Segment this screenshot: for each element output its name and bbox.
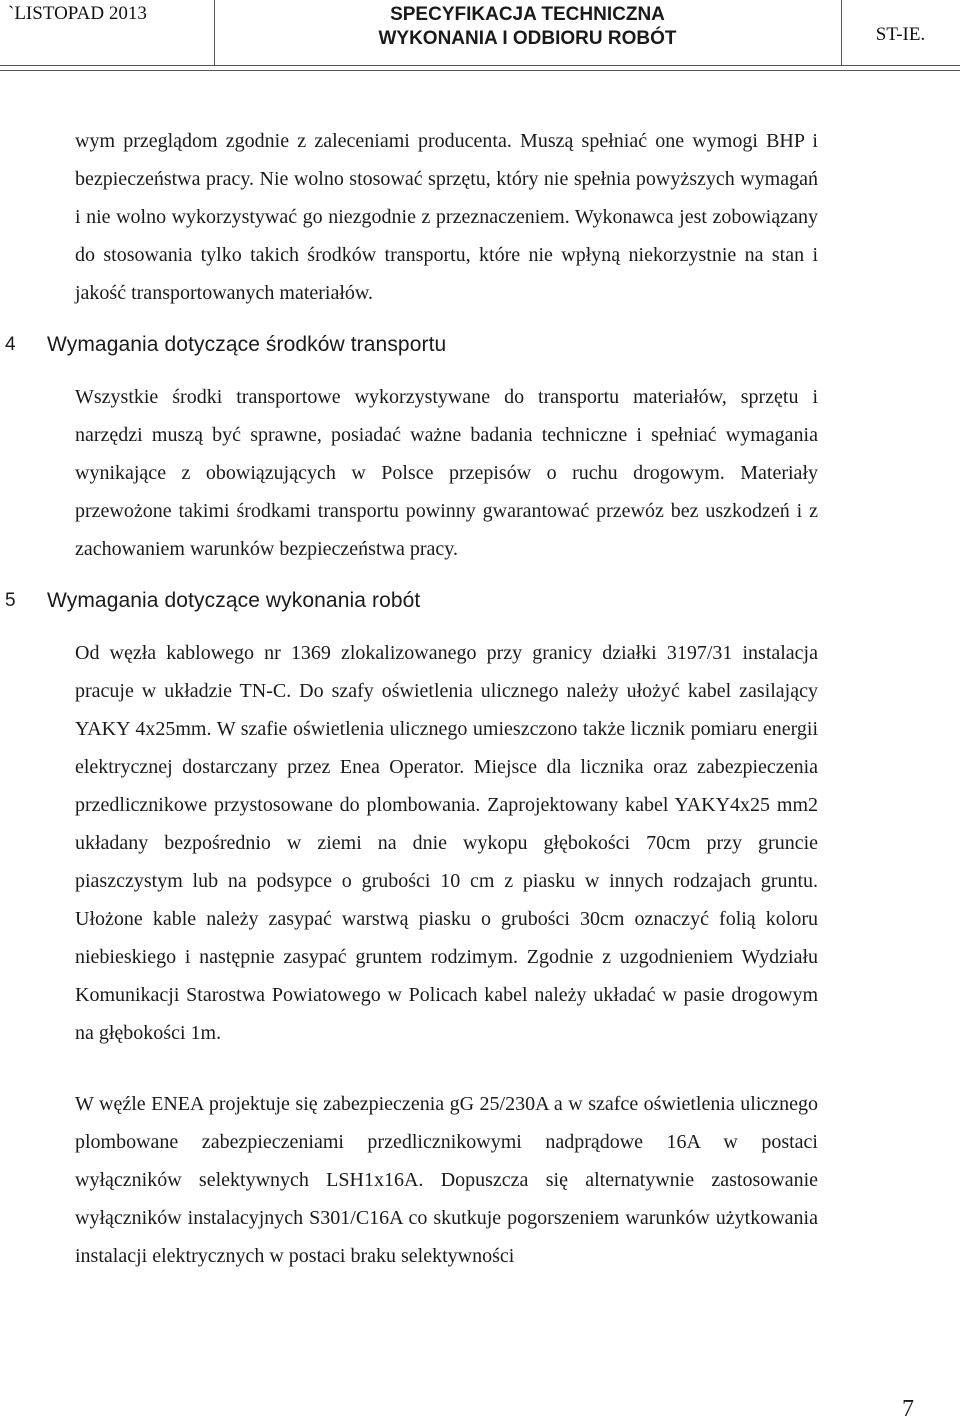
section-4-paragraph: Wszystkie środki transportowe wykorzystywane do transportu materiałów, sprzętu i narzędzi muszą być sprawne, posiadać ważne badania techniczne i spełniać wymagania wynikające z obowiązujących w Polsce przepisów o ruchu drogowym. Materiały przewożone takimi środkami transportu powinny gwarantować przewóz bez uszkodzeń i z zachowaniem warunków bezpieczeństwa pracy.: [75, 386, 818, 560]
section-heading-4: [5, 330, 818, 378]
section-5-paragraph-2: W węźle ENEA projektuje się zabezpieczenia gG 25/230A a w szafce oświetlenia ulicznego plombowane zabezpieczeniami przedlicznikowymi nadprądowe 16A w postaci wyłączników selektywnych LSH1x16A. Dopuszcza się alternatywnie zastosowanie wyłączników instalacyjnych S301/C16A co skutkuje pogorszeniem warunków użytkowania instalacji elektrycznych w postaci braku selektywności: [75, 1093, 818, 1267]
document-body: [5, 122, 818, 1275]
section-title: Wymagania dotyczące wykonania robót: [47, 589, 421, 612]
header-rule-double: [0, 70, 960, 71]
section-5-paragraph-1: Od węzła kablowego nr 1369 zlokalizowanego przy granicy działki 3197/31 instalacja pracuje w układzie TN-C. Do szafy oświetlenia ulicznego należy ułożyć kabel zasilający YAKY 4x25mm. W szafie oświetlenia ulicznego umieszczono także licznik pomiaru energii elektrycznej dostarczany przez Enea Operator. Miejsce dla licznika oraz zabezpieczenia przedlicznikowe przystosowane do plombowania. Zaprojektowany kabel YAKY4x25 mm2 układany bezpośrednio w ziemi na dnie wykopu głębokości 70cm przy gruncie piaszczystym lub na podsypce o grubości 10 cm z piasku w innych rodzajach gruntu. Ułożone kable należy zasypać warstwą piasku o grubości 30cm oznaczyć folią koloru niebieskiego i następnie zasypać gruntem rodzimym. Zgodnie z uzgodnieniem Wydziału Komunikacji Starostwa Powiatowego w Policach kabel należy układać w pasie drogowym na głębokości 1m.: [75, 642, 818, 1044]
page-header: [0, 0, 960, 71]
header-date: `LISTOPAD 2013: [8, 3, 147, 24]
header-code: ST-IE.: [875, 24, 926, 45]
intro-paragraph: wym przeglądom zgodnie z zaleceniami producenta. Muszą spełniać one wymogi BHP i bezpieczeństwa pracy. Nie wolno stosować sprzętu, który nie spełnia powyższych wymagań i nie wolno wykorzystywać go niezgodnie z przeznaczeniem. Wykonawca jest zobowiązany do stosowania tylko takich środków transportu, które nie wpłyną niekorzystnie na stan i jakość transportowanych materiałów.: [75, 130, 818, 304]
section-number: 4: [5, 334, 16, 355]
header-rule: [0, 65, 960, 66]
section-title: Wymagania dotyczące środków transportu: [47, 333, 447, 356]
header-title-line1: SPECYFIKACJA TECHNICZNA: [390, 4, 665, 25]
section-number: 5: [5, 590, 16, 611]
page-number: 7: [902, 1396, 914, 1422]
header-title-line2: WYKONANIA I ODBIORU ROBÓT: [378, 28, 677, 49]
section-heading-5: [5, 586, 818, 634]
paragraph-gap: [75, 1052, 818, 1085]
header-title: [214, 0, 841, 65]
